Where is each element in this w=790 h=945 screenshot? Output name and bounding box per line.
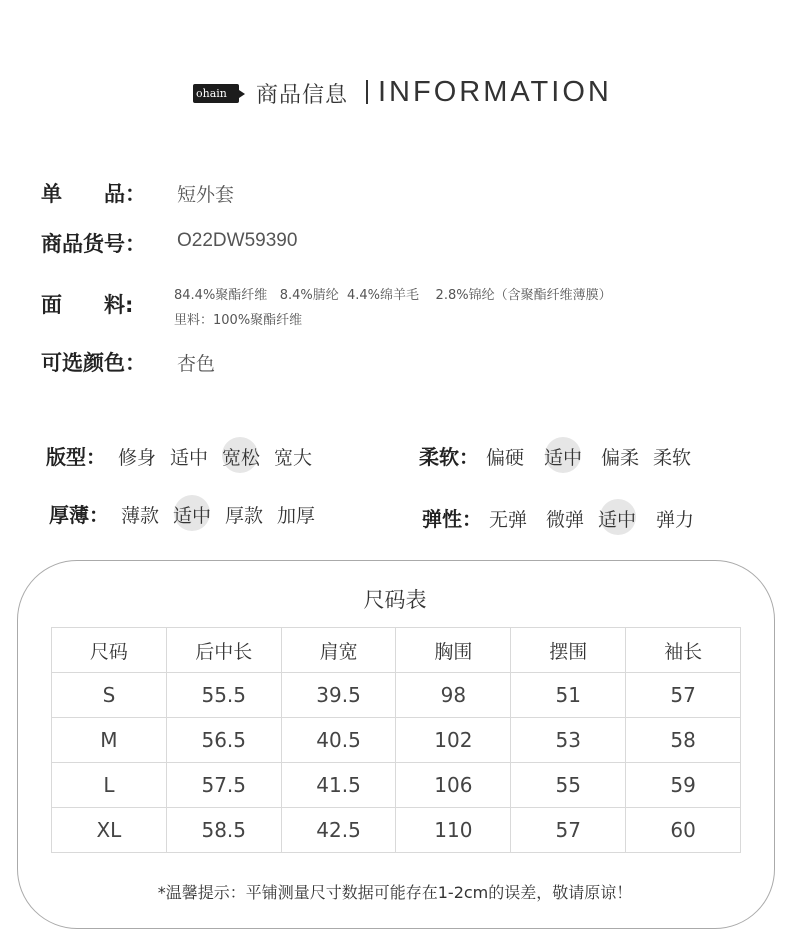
- table-cell: 39.5: [281, 673, 396, 718]
- table-row: [52, 718, 741, 763]
- column-header: 尺码: [52, 628, 167, 673]
- table-cell: 42.5: [281, 808, 396, 853]
- table-cell: 106: [396, 763, 511, 808]
- fit-label: 版型：: [46, 445, 106, 469]
- table-cell: 41.5: [281, 763, 396, 808]
- title-divider: [366, 80, 368, 104]
- table-cell: 59: [626, 763, 741, 808]
- thickness-option: 适中: [173, 505, 212, 527]
- column-header: 胸围: [396, 628, 511, 673]
- brand-logo: ohain: [193, 84, 239, 103]
- elasticity-option: 微弹: [546, 509, 585, 531]
- table-cell: 57: [626, 673, 741, 718]
- table-cell: 55.5: [166, 673, 281, 718]
- softness-option: 柔软: [653, 447, 692, 469]
- fabric-label: 面 料:: [41, 293, 134, 317]
- table-cell: 57: [511, 808, 626, 853]
- table-cell: 53: [511, 718, 626, 763]
- elasticity-option: 无弹: [489, 509, 528, 531]
- column-header: 摆围: [511, 628, 626, 673]
- thickness-option: 厚款: [225, 505, 264, 527]
- fit-option: 适中: [170, 447, 209, 469]
- measurement-note: *温馨提示：平铺测量尺寸数据可能存在1-2cm的误差，敬请原谅！: [157, 883, 633, 902]
- size-table-title: 尺码表: [363, 588, 427, 612]
- table-cell: L: [52, 763, 167, 808]
- fabric-composition: 84.4%聚酯纤维 8.4%腈纶 4.4%绵羊毛 2.8%锦纶（含聚酯纤维薄膜）: [174, 288, 612, 303]
- table-row: [52, 808, 741, 853]
- table-cell: 56.5: [166, 718, 281, 763]
- product-value: 短外套: [177, 184, 235, 206]
- table-cell: M: [52, 718, 167, 763]
- table-cell: 58: [626, 718, 741, 763]
- section-title-en: INFORMATION: [378, 76, 612, 108]
- sku-value: O22DW59390: [177, 230, 298, 251]
- table-cell: 60: [626, 808, 741, 853]
- fit-option: 宽大: [274, 447, 313, 469]
- softness-option: 偏柔: [601, 447, 640, 469]
- table-cell: XL: [52, 808, 167, 853]
- table-cell: 98: [396, 673, 511, 718]
- elasticity-option: 适中: [598, 509, 637, 531]
- elasticity-option: 弹力: [656, 509, 695, 531]
- thickness-label: 厚薄：: [49, 503, 109, 527]
- softness-option: 偏硬: [486, 447, 525, 469]
- elasticity-label: 弹性：: [422, 507, 482, 531]
- table-cell: 58.5: [166, 808, 281, 853]
- softness-option: 适中: [544, 447, 583, 469]
- column-header: 后中长: [166, 628, 281, 673]
- section-title-cn: 商品信息: [256, 83, 349, 108]
- lining-composition: 里料：100%聚酯纤维: [174, 313, 303, 328]
- fit-option: 宽松: [222, 447, 261, 469]
- table-row: [52, 673, 741, 718]
- fit-option: 修身: [118, 447, 157, 469]
- table-cell: 102: [396, 718, 511, 763]
- table-cell: 57.5: [166, 763, 281, 808]
- table-header-row: [52, 628, 741, 673]
- table-cell: 40.5: [281, 718, 396, 763]
- thickness-option: 加厚: [277, 505, 316, 527]
- size-table: [51, 627, 741, 853]
- column-header: 肩宽: [281, 628, 396, 673]
- softness-label: 柔软：: [419, 445, 479, 469]
- color-label: 可选颜色：: [41, 351, 146, 375]
- table-cell: S: [52, 673, 167, 718]
- product-label: 单 品：: [41, 182, 146, 206]
- table-cell: 55: [511, 763, 626, 808]
- thickness-option: 薄款: [121, 505, 160, 527]
- table-row: [52, 763, 741, 808]
- column-header: 袖长: [626, 628, 741, 673]
- table-cell: 51: [511, 673, 626, 718]
- sku-label: 商品货号：: [41, 232, 146, 256]
- table-cell: 110: [396, 808, 511, 853]
- color-value: 杏色: [177, 353, 216, 375]
